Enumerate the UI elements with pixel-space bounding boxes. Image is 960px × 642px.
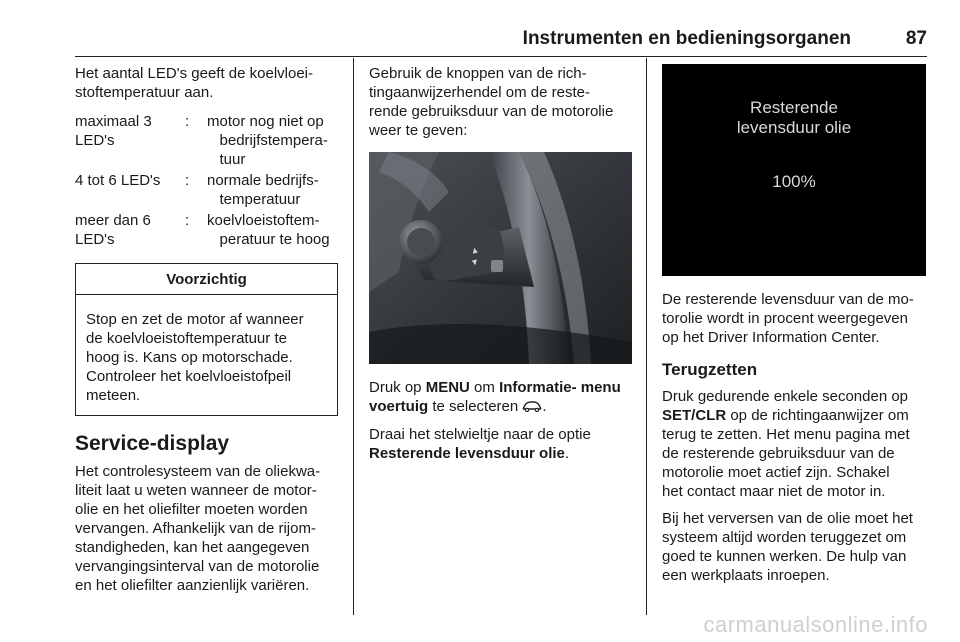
page-title: Instrumenten en bedieningsorganen bbox=[522, 28, 851, 49]
svg-text:▲: ▲ bbox=[469, 244, 481, 256]
section-title: Service-display bbox=[75, 432, 230, 455]
display-title: Resterende levensduur olie bbox=[736, 98, 852, 137]
lever-intro: Gebruik de knoppen van de rich- tingaanwijzerhendel om de reste- rende gebruiksduur van de motorolie weer te geven: bbox=[369, 65, 614, 139]
column-1 bbox=[75, 64, 339, 603]
led-count: maximaal 3 LED's bbox=[75, 113, 152, 149]
led-count: meer dan 6 LED's bbox=[75, 212, 151, 248]
led-description: motor nog niet op bedrijfstempera- tuur bbox=[207, 113, 328, 168]
oil-life-display bbox=[662, 64, 926, 276]
lever-photo bbox=[369, 152, 632, 364]
led-count: 4 tot 6 LED's bbox=[75, 172, 161, 189]
watermark: carmanualsonline.info bbox=[703, 612, 928, 637]
reset-note: Bij het verversen van de olie moet het systeem altijd worden teruggezet om goed te kunnen werken. De hulp van een werkplaats inroepen. bbox=[662, 510, 913, 584]
warning-title: Voorzichtig bbox=[76, 264, 337, 295]
svg-text:▼: ▼ bbox=[469, 256, 481, 268]
led-intro bbox=[75, 64, 339, 102]
page-number: 87 bbox=[905, 28, 927, 49]
wheel-instruction: Draai het stelwieltje naar de optie Resterende levensduur olie. bbox=[369, 425, 591, 462]
table-row bbox=[75, 171, 339, 211]
table-row bbox=[75, 211, 339, 251]
column-2 bbox=[369, 64, 633, 471]
menu-button-ref: MENU bbox=[425, 379, 470, 396]
reset-instruction: Druk gedurende enkele seconden op SET/CLR op de richtingaanwijzer om terug te zetten. Het menu pagina met de resterende gebruiksduur van de motorolie moet actief zijn. Schakel het contact maar niet de motor in. bbox=[662, 388, 910, 500]
led-description: koelvloeistoftem- peratuur te hoog bbox=[207, 212, 330, 248]
table-row bbox=[75, 112, 339, 171]
led-separator: : bbox=[185, 113, 190, 130]
page-header bbox=[75, 28, 927, 52]
section-paragraph: Het controlesysteem van de oliekwa- liteit laat u weten wanneer de motor- olie en het oliefilter moeten worden vervangen. Afhankelijk van de rijom- standigheden, kan het aangegeven vervangingsinterval van de motorolie en het oliefilter aanzienlijk variëren. bbox=[75, 463, 321, 594]
reset-title: Terugzetten bbox=[662, 360, 758, 379]
info-menu-ref: Informatie- menu bbox=[499, 379, 621, 396]
led-separator: : bbox=[185, 212, 190, 229]
menu-instruction: Druk op MENU om Informatie- menu voertuig te selecteren . bbox=[369, 379, 621, 415]
set-clr-ref: SET/CLR bbox=[662, 407, 727, 424]
warning-body: Stop en zet de motor af wanneer de koelvloeistoftemperatuur te hoog is. Kans op motorschade. Controleer het koelvloeistofpeil meteen. bbox=[86, 311, 304, 404]
column-divider-1 bbox=[353, 58, 354, 615]
turn-signal-lever-illustration bbox=[369, 152, 632, 364]
led-separator: : bbox=[185, 172, 190, 189]
info-menu-ref-2: voertuig bbox=[369, 398, 429, 415]
header-divider bbox=[75, 56, 927, 57]
column-divider-2 bbox=[646, 58, 647, 615]
oil-life-percentage: 100% bbox=[772, 172, 816, 191]
led-intro-line: stoftemperatuur aan. bbox=[75, 84, 214, 101]
car-icon bbox=[522, 398, 542, 417]
led-intro-line: Het aantal LED's geeft de koelvloei- bbox=[75, 65, 314, 82]
column-3 bbox=[662, 64, 926, 593]
oil-life-description: De resterende levensduur van de mo- torolie wordt in procent weergegeven op het Driver Information Center. bbox=[662, 291, 914, 346]
led-description: normale bedrijfs- temperatuur bbox=[207, 172, 319, 208]
oil-life-option-ref: Resterende levensduur olie bbox=[369, 444, 565, 462]
warning-box bbox=[75, 263, 338, 416]
led-table bbox=[75, 112, 339, 251]
